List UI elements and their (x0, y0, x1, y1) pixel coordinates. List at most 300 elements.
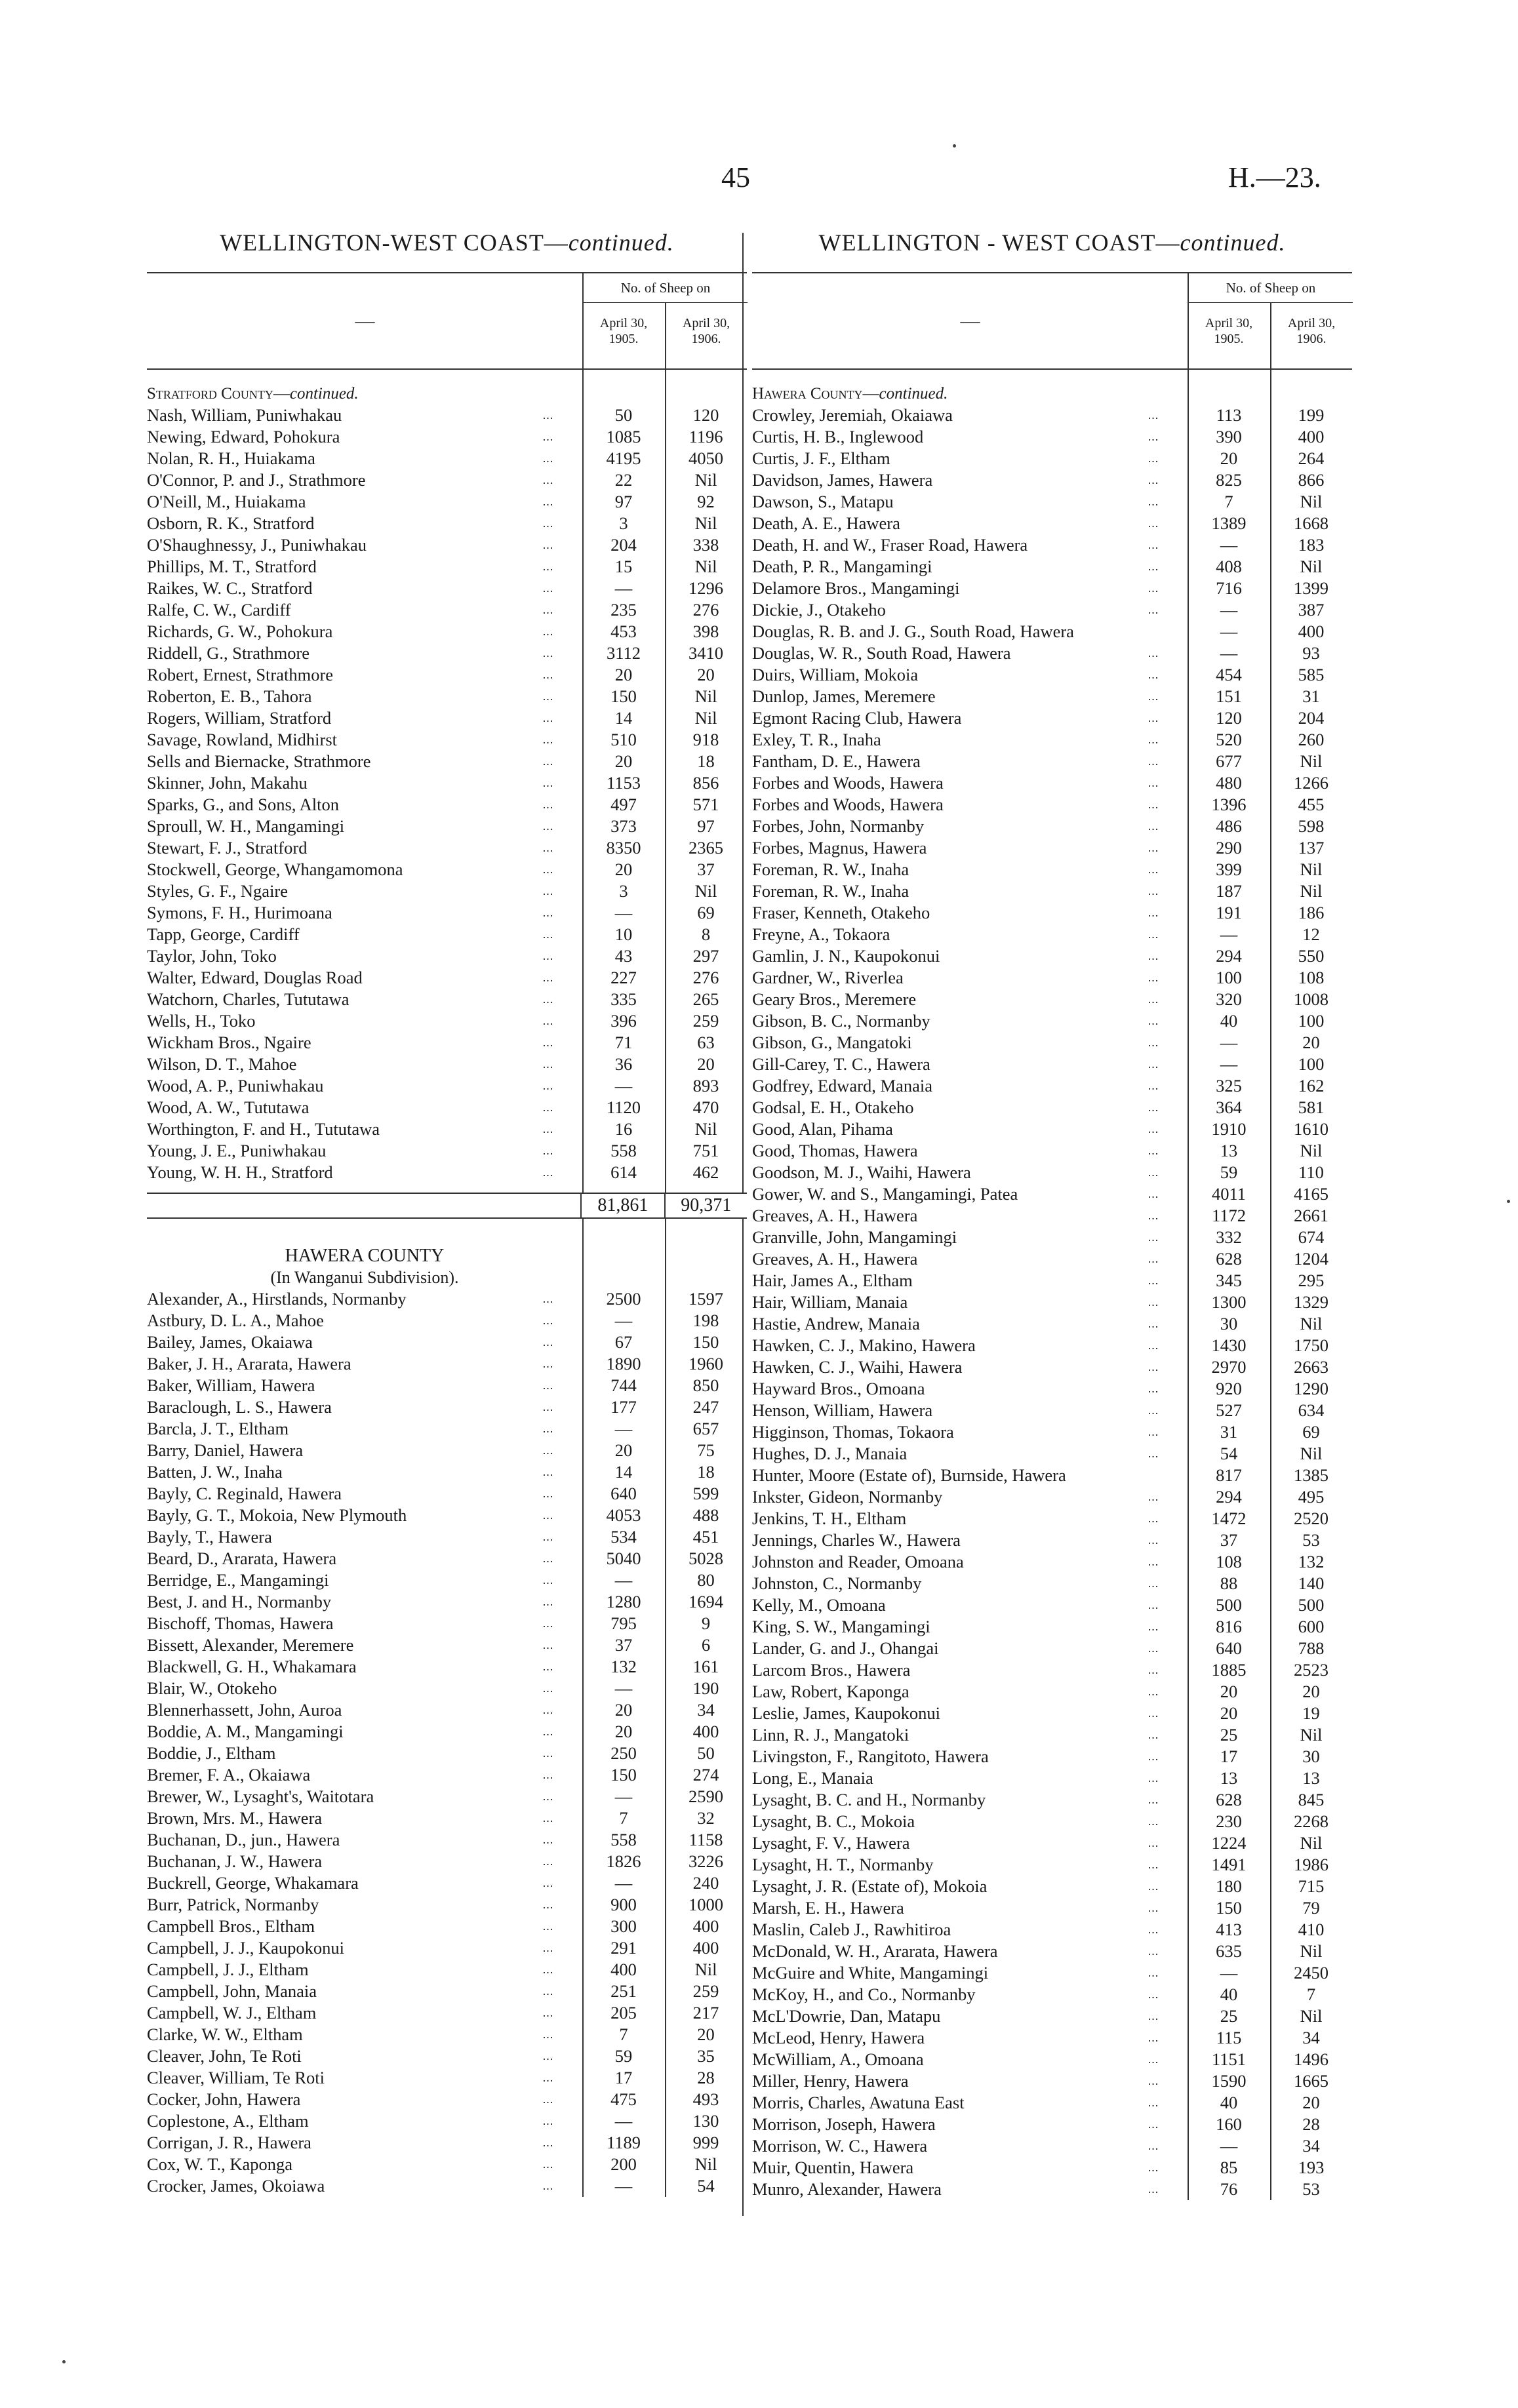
sheep-1906: 398 (692, 622, 719, 641)
table-row (752, 2179, 1352, 2200)
sheep-1905: 37 (614, 1635, 633, 1655)
owner-name: Phillips, M. T., Stratford (147, 557, 317, 576)
owner-name: McL'Dowrie, Dan, Matapu (752, 2006, 941, 2026)
sheep-1906: 856 (692, 773, 719, 793)
sheep-1906: 75 (697, 1440, 715, 1460)
sheep-1906: 634 (1298, 1400, 1325, 1420)
sheep-1905: — (614, 578, 633, 598)
header-dash: — (960, 310, 980, 332)
owner-name: Richards, G. W., Pohokura (147, 622, 333, 641)
owner-name: Death, P. R., Mangamingi (752, 557, 932, 576)
sheep-1906: 80 (697, 1570, 715, 1590)
sheep-1905: 30 (1220, 1314, 1238, 1333)
table-row (147, 1569, 747, 1591)
sheep-1905: 43 (614, 946, 633, 966)
sheep-1906: Nil (1300, 492, 1323, 511)
table-row (752, 1724, 1352, 1746)
sheep-1906: 18 (697, 751, 715, 771)
sheep-1906: 400 (692, 1938, 719, 1958)
sheep-1906: 140 (1298, 1573, 1325, 1593)
table-row (147, 642, 747, 664)
table-row (147, 1010, 747, 1032)
owner-name: Inkster, Gideon, Normanby (752, 1487, 943, 1507)
section-heading: Stratford County—continued. (147, 385, 359, 403)
table-row (147, 751, 747, 772)
owner-name: Freyne, A., Tokaora (752, 924, 890, 944)
sheep-1905: 7 (619, 1808, 628, 1828)
sheep-1905: 640 (1216, 1638, 1242, 1658)
sheep-1906: 488 (692, 1505, 719, 1525)
sheep-1905: — (614, 1076, 633, 1095)
owner-name: Gamlin, J. N., Kaupokonui (752, 946, 940, 966)
table-row (752, 2027, 1352, 2049)
owner-name: Nolan, R. H., Huiakama (147, 448, 315, 468)
sheep-1906: 53 (1302, 2179, 1320, 2199)
sheep-1905: 320 (1216, 989, 1242, 1009)
sheep-1906: 599 (692, 1484, 719, 1503)
leader-dots: ... (1148, 1295, 1159, 1309)
table-row (752, 426, 1352, 448)
table-row (147, 729, 747, 751)
leader-dots: ... (1148, 1533, 1159, 1547)
owner-name: Granville, John, Mangamingi (752, 1227, 957, 1247)
sheep-1906: 1960 (689, 1354, 723, 1373)
owner-name: Hughes, D. J., Manaia (752, 1444, 908, 1463)
leader-dots: ... (1148, 2074, 1159, 2087)
leader-dots: ... (1148, 1901, 1159, 1914)
leader-dots: ... (1148, 993, 1159, 1006)
owner-name: Bayly, G. T., Mokoia, New Plymouth (147, 1505, 407, 1525)
leader-dots: ... (1148, 1404, 1159, 1417)
leader-dots: ... (542, 560, 554, 573)
leader-dots: ... (1148, 1880, 1159, 1893)
owner-name: Baker, J. H., Ararata, Hawera (147, 1354, 351, 1373)
owner-name: Savage, Rowland, Midhirst (147, 730, 337, 749)
owner-name: Bischoff, Thomas, Hawera (147, 1613, 334, 1633)
sheep-1906: 34 (1302, 2136, 1320, 2156)
table-row (752, 859, 1352, 880)
sheep-1905: 20 (1220, 1703, 1238, 1723)
leader-dots: ... (542, 1357, 554, 1370)
document-code: H.—23. (1228, 161, 1321, 193)
table-row (752, 1227, 1352, 1248)
table-row (752, 2005, 1352, 2027)
sheep-1905: 4011 (1211, 1184, 1247, 1204)
table-row (147, 1829, 747, 1851)
sheep-1906: 2523 (1294, 1660, 1328, 1680)
leader-dots: ... (542, 1122, 554, 1135)
sheep-1906: 2365 (689, 838, 723, 858)
sheep-1905: 120 (1216, 708, 1242, 728)
left-table-body (147, 370, 747, 2197)
owner-name: Walter, Edward, Douglas Road (147, 968, 363, 987)
sheep-1905: 40 (1220, 1011, 1238, 1031)
table-row (147, 1054, 747, 1075)
owner-name: Douglas, W. R., South Road, Hawera (752, 643, 1011, 663)
table-row (752, 1659, 1352, 1681)
leader-dots: ... (1148, 776, 1159, 789)
sheep-1905: 25 (1220, 2006, 1238, 2026)
owner-name: Beard, D., Ararata, Hawera (147, 1549, 337, 1568)
sheep-1905: 716 (1216, 578, 1242, 598)
sheep-1905: 1085 (606, 427, 641, 446)
leader-dots: ... (542, 798, 554, 811)
owner-name: Hawken, C. J., Waihi, Hawera (752, 1357, 963, 1377)
sheep-1905: 364 (1216, 1097, 1242, 1117)
sheep-1905: 817 (1216, 1465, 1242, 1485)
sheep-1906: Nil (1300, 1833, 1323, 1853)
stratford-rows (147, 405, 747, 1183)
col-1905-header: April 30, 1905. (1188, 302, 1269, 368)
sheep-1905: — (1220, 622, 1238, 641)
total-1905: 81,861 (580, 1194, 664, 1217)
owner-name: Watchorn, Charles, Tututawa (147, 989, 350, 1009)
owner-name: Sparks, G., and Sons, Alton (147, 795, 339, 814)
left-column-title: WELLINGTON-WEST COAST—continued. (220, 229, 674, 256)
table-row (147, 1872, 747, 1894)
sheep-1905: 180 (1216, 1876, 1242, 1896)
owner-name: Corrigan, J. R., Hawera (147, 2133, 311, 2152)
sheep-1905: — (614, 1311, 633, 1330)
leader-dots: ... (1148, 1382, 1159, 1395)
table-row (752, 1032, 1352, 1054)
owner-name: Campbell, J. J., Kaupokonui (147, 1938, 345, 1958)
leader-dots: ... (1148, 1166, 1159, 1179)
sheep-1906: 1399 (1294, 578, 1328, 598)
table-row (147, 859, 747, 880)
table-row (752, 556, 1352, 578)
right-table-header (752, 272, 1352, 370)
sheep-1906: Nil (694, 2154, 717, 2174)
sheep-1905: 453 (610, 622, 637, 641)
hawera-rows (147, 1288, 747, 2197)
table-row (147, 2067, 747, 2089)
leader-dots: ... (1148, 2182, 1159, 2196)
sheep-1906: 37 (697, 859, 715, 879)
leader-dots: ... (542, 1747, 554, 1760)
owner-name: Astbury, D. L. A., Mahoe (147, 1311, 324, 1330)
sheep-1906: 93 (1302, 643, 1320, 663)
sheep-1905: — (1220, 1963, 1238, 1983)
sheep-1906: 1008 (1294, 989, 1328, 1009)
sheep-1906: Nil (694, 557, 717, 576)
owner-name: Long, E., Manaia (752, 1768, 873, 1788)
sheep-1905: 40 (1220, 1984, 1238, 2004)
owner-name: Brown, Mrs. M., Hawera (147, 1808, 323, 1828)
owner-name: Coplestone, A., Eltham (147, 2111, 309, 2131)
sheep-1905: — (614, 2111, 633, 2131)
owner-name: Wilson, D. T., Mahoe (147, 1054, 297, 1074)
sheep-1906: 20 (697, 1054, 715, 1074)
owner-name: Styles, G. F., Ngaire (147, 881, 289, 901)
sheep-1906: Nil (1300, 1444, 1323, 1463)
owner-name: Worthington, F. and H., Tututawa (147, 1119, 380, 1139)
sheep-1906: 150 (692, 1332, 719, 1352)
sheep-1906: 462 (692, 1162, 719, 1182)
leader-dots: ... (542, 1509, 554, 1522)
table-row (147, 2024, 747, 2045)
sheep-1905: 816 (1216, 1617, 1242, 1636)
owner-name: McWilliam, A., Omoana (752, 2049, 924, 2069)
leader-dots: ... (1148, 2031, 1159, 2044)
table-row (147, 902, 747, 924)
sheep-1905: 480 (1216, 773, 1242, 793)
sheep-1906: 893 (692, 1076, 719, 1095)
leader-dots: ... (1148, 1122, 1159, 1135)
sheep-1905: — (614, 2176, 633, 2196)
table-row (147, 1678, 747, 1699)
owner-name: Bailey, James, Okaiawa (147, 1332, 313, 1352)
owner-name: Greaves, A. H., Hawera (752, 1249, 918, 1269)
sheep-1905: 14 (614, 708, 633, 728)
table-row (752, 2114, 1352, 2135)
sheep-1905: 16 (614, 1119, 633, 1139)
sheep-1906: 585 (1298, 665, 1325, 684)
owner-name: Hayward Bros., Omoana (752, 1379, 925, 1398)
sheep-1905: 76 (1220, 2179, 1238, 2199)
sheep-1906: 193 (1298, 2158, 1325, 2177)
table-row (752, 1292, 1352, 1313)
leader-dots: ... (542, 1314, 554, 1327)
owner-name: Livingston, F., Rangitoto, Hawera (752, 1747, 989, 1766)
table-row (147, 1310, 747, 1332)
table-row (147, 599, 747, 621)
owner-name: Davidson, James, Hawera (752, 470, 933, 490)
leader-dots: ... (542, 1682, 554, 1695)
table-row (752, 578, 1352, 599)
sheep-1905: 1120 (606, 1097, 641, 1117)
leader-dots: ... (542, 1703, 554, 1716)
sheep-1905: 13 (1220, 1141, 1238, 1160)
sheep-1905: 1472 (1211, 1509, 1247, 1528)
col-1906-header: April 30, 1906. (1270, 302, 1351, 368)
table-row (752, 1508, 1352, 1530)
sheep-1906: 598 (1298, 816, 1325, 836)
leader-dots: ... (542, 2071, 554, 2084)
owner-name: Clarke, W. W., Eltham (147, 2024, 303, 2044)
sheep-1905: 20 (614, 665, 633, 684)
table-row (147, 1851, 747, 1872)
sheep-1905: 300 (610, 1916, 637, 1936)
sheep-1906: 715 (1298, 1876, 1325, 1896)
leader-dots: ... (1148, 971, 1159, 984)
table-row (147, 578, 747, 599)
leader-dots: ... (1148, 1771, 1159, 1785)
leader-dots: ... (542, 1530, 554, 1543)
table-row (147, 1075, 747, 1097)
table-row (147, 924, 747, 945)
sheep-1906: 1986 (1294, 1855, 1328, 1874)
sheep-1906: Nil (1300, 1141, 1323, 1160)
sheep-1905: 408 (1216, 557, 1242, 576)
owner-name: Gibson, B. C., Normanby (752, 1011, 930, 1031)
sheep-1906: 1204 (1294, 1249, 1328, 1269)
table-row (752, 1421, 1352, 1443)
sheep-1905: 900 (610, 1895, 637, 1914)
sheep-1905: — (1220, 924, 1238, 944)
table-row (752, 1789, 1352, 1811)
table-row (147, 405, 747, 426)
table-row (752, 816, 1352, 837)
table-row (147, 1894, 747, 1916)
owner-name: Lysaght, H. T., Normanby (752, 1855, 934, 1874)
leader-dots: ... (1148, 1620, 1159, 1633)
owner-name: Young, W. H. H., Stratford (147, 1162, 333, 1182)
owner-name: Baker, William, Hawera (147, 1375, 315, 1395)
table-row (147, 1461, 747, 1483)
sheep-1906: 455 (1298, 795, 1325, 814)
sheep-1905: — (1220, 1033, 1238, 1052)
sheep-1905: 150 (1216, 1898, 1242, 1918)
sheep-1905: 558 (610, 1141, 637, 1160)
sheep-1905: 1280 (606, 1592, 641, 1611)
sheep-1906: 500 (1298, 1595, 1325, 1615)
sheep-1905: 1826 (606, 1851, 641, 1871)
table-row (752, 513, 1352, 534)
table-row (752, 1594, 1352, 1616)
table-row (752, 1248, 1352, 1270)
table-row (752, 1767, 1352, 1789)
sheep-1906: 1158 (689, 1830, 723, 1849)
sheep-1906: 204 (1298, 708, 1325, 728)
leader-dots: ... (542, 1292, 554, 1305)
table-row (752, 1270, 1352, 1292)
table-row (752, 1486, 1352, 1508)
sheep-1906: 1000 (689, 1895, 723, 1914)
sheep-1906: 18 (697, 1462, 715, 1482)
sheep-1905: 677 (1216, 751, 1242, 771)
sheep-1905: 97 (614, 492, 633, 511)
sheep-1906: 260 (1298, 730, 1325, 749)
table-row (147, 2132, 747, 2154)
leader-dots: ... (542, 2179, 554, 2192)
leader-dots: ... (1148, 603, 1159, 616)
right-column-title: WELLINGTON - WEST COAST—continued. (818, 229, 1286, 256)
leader-dots: ... (1148, 1685, 1159, 1698)
leader-dots: ... (542, 1573, 554, 1587)
sheep-1906: 34 (1302, 2028, 1320, 2047)
leader-dots: ... (1148, 1187, 1159, 1200)
leader-dots: ... (542, 1057, 554, 1071)
sheep-1905: — (614, 1786, 633, 1806)
sheep-1905: 497 (610, 795, 637, 814)
table-row (147, 1937, 747, 1959)
sheep-1906: 2661 (1294, 1206, 1328, 1225)
sheep-1906: 35 (697, 2046, 715, 2066)
sheep-1905: 191 (1216, 903, 1242, 922)
leader-dots: ... (1148, 1642, 1159, 1655)
owner-name: Foreman, R. W., Inaha (752, 881, 909, 901)
leader-dots: ... (542, 1166, 554, 1179)
hawera-continued-rows (752, 405, 1352, 2200)
table-row (752, 1162, 1352, 1183)
table-row (752, 1962, 1352, 1984)
sheep-1906: 788 (1298, 1638, 1325, 1658)
sheep-1905: 3 (619, 513, 628, 533)
table-row (147, 772, 747, 794)
owner-name: Marsh, E. H., Hawera (752, 1898, 904, 1918)
table-row (147, 1916, 747, 1937)
owner-name: Tapp, George, Cardiff (147, 924, 300, 944)
owner-name: Douglas, R. B. and J. G., South Road, Hawera (752, 622, 1074, 641)
sheep-count-header: No. of Sheep on (582, 273, 748, 303)
sheep-1906: 13 (1302, 1768, 1320, 1788)
sheep-1905: 1910 (1211, 1119, 1247, 1139)
sheep-1905: 187 (1216, 881, 1242, 901)
sheep-1905: 85 (1220, 2158, 1238, 2177)
owner-name: Godsal, E. H., Otakeho (752, 1097, 914, 1117)
sheep-1905: 1189 (606, 2133, 641, 2152)
owner-name: Buchanan, D., jun., Hawera (147, 1830, 340, 1849)
sheep-1906: 100 (1298, 1054, 1325, 1074)
sheep-1905: — (614, 1678, 633, 1698)
table-row (752, 1313, 1352, 1335)
sheep-1905: 628 (1216, 1790, 1242, 1809)
leader-dots: ... (1148, 841, 1159, 854)
sheep-1906: 264 (1298, 448, 1325, 468)
sheep-1905: 294 (1216, 946, 1242, 966)
sheep-1906: 265 (692, 989, 719, 1009)
owner-name: Hair, William, Manaia (752, 1292, 908, 1312)
owner-name: Skinner, John, Makahu (147, 773, 308, 793)
sheep-1906: 845 (1298, 1790, 1325, 1809)
leader-dots: ... (1148, 2053, 1159, 2066)
sheep-1905: 1389 (1211, 513, 1247, 533)
table-row (752, 1075, 1352, 1097)
sheep-1906: 53 (1302, 1530, 1320, 1550)
sheep-1906: 50 (697, 1743, 715, 1763)
leader-dots: ... (542, 2158, 554, 2171)
leader-dots: ... (1148, 884, 1159, 898)
sheep-1905: — (1220, 535, 1238, 555)
table-row (147, 664, 747, 686)
sheep-1906: 132 (1298, 1552, 1325, 1571)
owner-name: Wickham Bros., Ngaire (147, 1033, 311, 1052)
owner-name: Best, J. and H., Normanby (147, 1592, 332, 1611)
leader-dots: ... (1148, 1014, 1159, 1027)
owner-name: Burr, Patrick, Normanby (147, 1895, 319, 1914)
owner-name: Gardner, W., Riverlea (752, 968, 904, 987)
owner-name: Blackwell, G. H., Whakamara (147, 1657, 357, 1676)
leader-dots: ... (1148, 1707, 1159, 1720)
table-row (147, 1591, 747, 1613)
owner-name: Bayly, T., Hawera (147, 1527, 272, 1547)
table-row (147, 1505, 747, 1526)
leader-dots: ... (542, 625, 554, 638)
owner-name: Death, H. and W., Fraser Road, Hawera (752, 535, 1028, 555)
owner-name: Ralfe, C. W., Cardiff (147, 600, 291, 620)
sheep-1906: 1385 (1294, 1465, 1328, 1485)
sheep-1905: 20 (614, 1440, 633, 1460)
leader-dots: ... (1148, 711, 1159, 724)
owner-name: Boddie, J., Eltham (147, 1743, 276, 1763)
section-subheading: (In Wanganui Subdivision). (270, 1268, 459, 1287)
sheep-1905: 227 (610, 968, 637, 987)
table-row (752, 1356, 1352, 1378)
sheep-1906: 8 (701, 924, 711, 944)
table-row (147, 2045, 747, 2067)
table-row (752, 1746, 1352, 1767)
leader-dots: ... (1148, 1339, 1159, 1352)
owner-name: Larcom Bros., Hawera (752, 1660, 911, 1680)
sheep-1905: 15 (614, 557, 633, 576)
owner-name: Kelly, M., Omoana (752, 1595, 886, 1615)
table-row (147, 1743, 747, 1764)
table-row (752, 599, 1352, 621)
owner-name: Cleaver, William, Te Roti (147, 2068, 325, 2087)
sheep-1906: 999 (692, 2133, 719, 2152)
col-1906-header: April 30, 1906. (665, 302, 746, 368)
